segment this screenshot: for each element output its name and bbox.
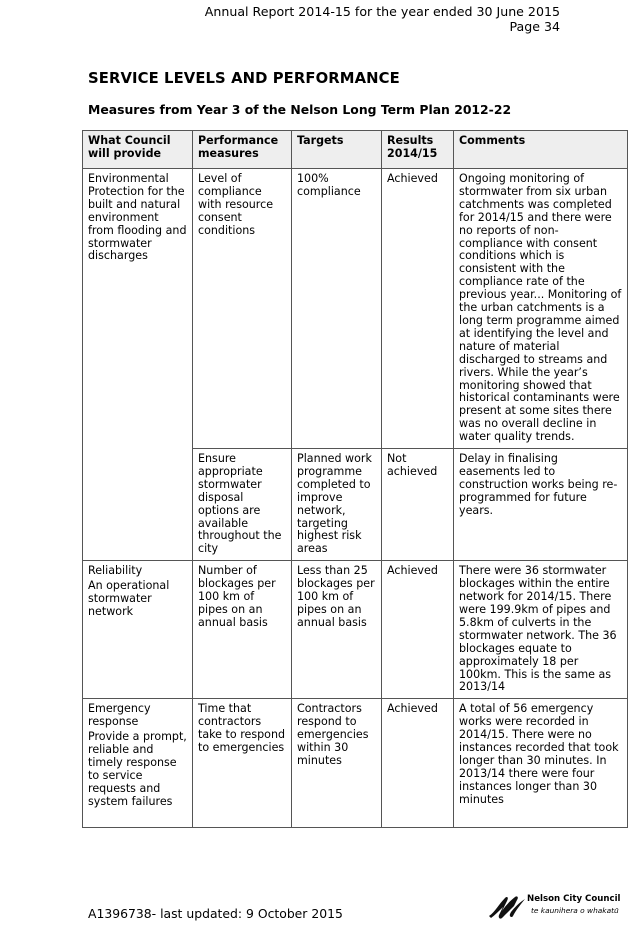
result-cell: Achieved <box>382 561 454 699</box>
performance-table <box>82 130 628 828</box>
provide-cell <box>83 169 193 561</box>
page-number: Page 34 <box>509 19 560 34</box>
table-header-row <box>83 131 628 169</box>
target-cell: Less than 25 blockages per 100 km of pipes on an annual basis <box>292 561 382 699</box>
council-tagline: te kaunihera o whakatū <box>531 906 619 915</box>
provide-text: Provide a prompt, reliable and timely response to service requests and system failures <box>88 730 187 808</box>
column-header-results: Results 2014/15 <box>382 131 454 169</box>
result-cell: Achieved <box>382 169 454 449</box>
council-name: Nelson City Council <box>527 894 621 904</box>
comment-cell: A total of 56 emergency works were recorded in 2014/15. There were no instances recorded that took longer than 30 minutes. In 2013/14 there were four instances longer than 30 minutes <box>454 699 628 828</box>
column-header-measures: Performance measures <box>193 131 292 169</box>
comment-cell: Delay in finalising easements led to construction works being re-programmed for future years. <box>454 449 628 561</box>
report-title: Annual Report 2014-15 for the year ended 30 June 2015 <box>204 4 560 19</box>
section-subtitle: Measures from Year 3 of the Nelson Long Term Plan 2012-22 <box>88 102 512 117</box>
provide-cell <box>83 561 193 699</box>
table-row <box>83 561 628 699</box>
result-cell: Achieved <box>382 699 454 828</box>
comment-cell: Ongoing monitoring of stormwater from six urban catchments was completed for 2014/15 and there were no reports of non-compliance with consent conditions which is consistent with the compliance rate of the previous year... Monitoring of the urban catchments is a long term programme aimed at identifying the level and nature of material discharged to streams and rivers. While the year’s monitoring showed that historical contaminants were present at some sites there was no overall decline in water quality trends. <box>454 169 628 449</box>
target-cell: Contractors respond to emergencies within 30 minutes <box>292 699 382 828</box>
table-row <box>83 169 628 449</box>
comment-cell: There were 36 stormwater blockages within the entire network for 2014/15. There were 199.9km of pipes and 5.8km of culverts in the stormwater network. The 36 blockages equate to approximately 18 per 100km. This is the same as 2013/14 <box>454 561 628 699</box>
measure-cell: Time that contractors take to respond to emergencies <box>193 699 292 828</box>
table-row <box>83 699 628 828</box>
council-logo <box>487 892 627 922</box>
provide-heading: Reliability <box>88 564 143 578</box>
target-cell: 100% compliance <box>292 169 382 449</box>
table-body <box>83 169 628 828</box>
result-cell: Not achieved <box>382 449 454 561</box>
column-header-provide: What Council will provide <box>83 131 193 169</box>
nelson-city-council-logo-icon <box>487 892 527 920</box>
provide-text: An operational stormwater network <box>88 579 170 618</box>
column-header-targets: Targets <box>292 131 382 169</box>
table-header <box>83 131 628 169</box>
document-footer: A1396738- last updated: 9 October 2015 <box>88 906 343 921</box>
measure-cell: Ensure appropriate stormwater disposal options are available throughout the city <box>193 449 292 561</box>
provide-cell <box>83 699 193 828</box>
measure-cell: Number of blockages per 100 km of pipes on an annual basis <box>193 561 292 699</box>
section-title: SERVICE LEVELS AND PERFORMANCE <box>88 70 400 87</box>
measure-cell: Level of compliance with resource consent conditions <box>193 169 292 449</box>
page-header <box>205 4 560 34</box>
column-header-comments: Comments <box>454 131 628 169</box>
provide-text: Environmental Protection for the built and natural environment from flooding and stormwater discharges <box>88 172 187 263</box>
target-cell: Planned work programme completed to improve network, targeting highest risk areas <box>292 449 382 561</box>
provide-heading: Emergency response <box>88 702 151 729</box>
